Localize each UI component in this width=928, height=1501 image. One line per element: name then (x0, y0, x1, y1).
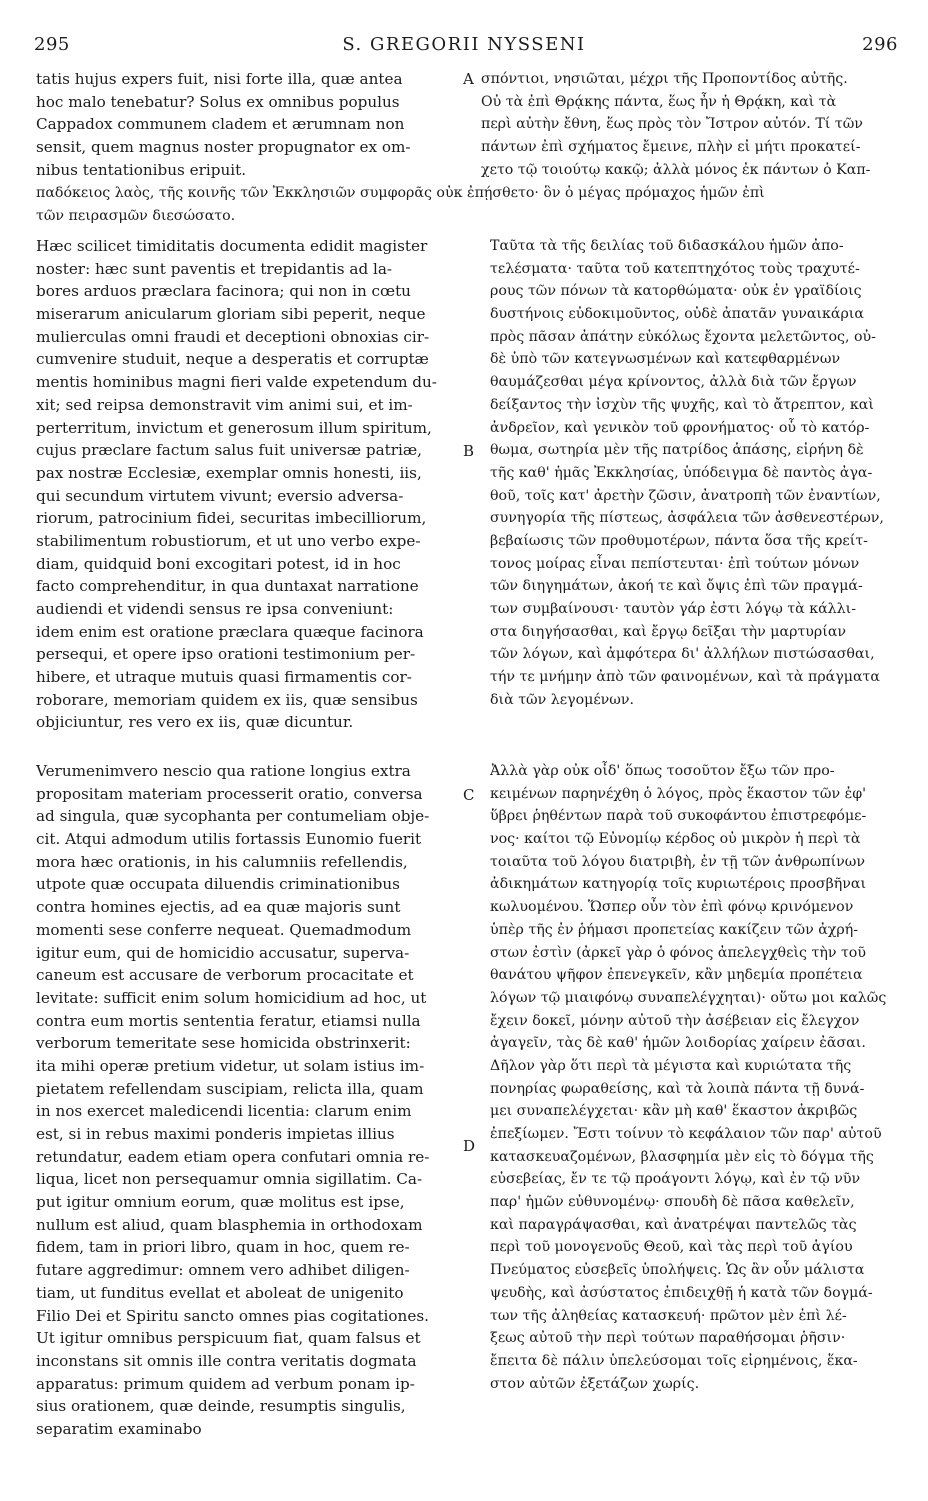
latin-column-bottom (36, 760, 429, 1441)
greek-text-line: τῶν λόγων, καὶ ἀμφότερα δι' ἀλλήλων πιστώσασθαι, (490, 646, 875, 663)
greek-text-line: θοῦ, τοῖς κατ' ἀρετὴν ζῶσιν, ἀνατροπὴ τῶν ἐναντίων, (490, 487, 881, 504)
latin-text-line: Filio Dei et Spiritu sancto omnes pias cogitationes. (36, 1306, 429, 1325)
latin-text-line: objiciuntur, res vero ex iis, quæ dicuntur. (36, 713, 354, 732)
greek-text-line: στον αὐτῶν ἐξετάζων χωρίς. (490, 1375, 700, 1392)
latin-text-line: in nos exercet maledicendi licentia: clarum enim (36, 1102, 412, 1121)
greek-text-line: κωλυομένου. Ὥσπερ οὖν τὸν ἐπὶ φόνῳ κρινόμενον (490, 899, 854, 916)
greek-text-line: των τῆς ἀληθείας κατασκευή· πρῶτον μὲν ἐπὶ λέ- (490, 1307, 847, 1324)
latin-text-line: roborare, memoriam quidem ex iis, quæ sensibus (36, 690, 418, 709)
greek-column-top (481, 68, 870, 181)
latin-text-line: tatis hujus expers fuit, nisi forte illa, quæ antea (36, 70, 403, 88)
greek-spanning-lines (36, 182, 765, 227)
greek-text-line: κατασκευαζομένων, βλασφημία μὲν εἰς τὸ δόγμα τῆς (490, 1148, 874, 1165)
latin-text-line: bores arduos præclara facinora; qui non in cœtu (36, 282, 411, 301)
greek-column-middle (490, 235, 884, 711)
latin-text-line: audiendi et videndi sensus re ipsa conveniunt: (36, 600, 394, 618)
greek-text-line: πάντων ἐπὶ σχήματος ἔμεινε, πλὴν εἰ μήτι προκατεί- (481, 139, 861, 156)
latin-text-line: xit; sed reipsa demonstravit vim animi sui, et im- (36, 395, 413, 414)
latin-text-line: verborum temeritate sese homicida obstrinxerit: (36, 1034, 411, 1053)
latin-text-line: idem enim est oratione præclara quæque facinora (36, 622, 424, 641)
greek-text-line: δείξαντος τὴν ἰσχὺν τῆς ψυχῆς, καὶ τὸ ἄτρεπτον, καὶ (490, 396, 874, 413)
latin-text-line: inconstans sit omnis ille contra veritatis dogmata (36, 1351, 417, 1370)
latin-text-line: noster: hæc sunt paventis et trepidantis ad la- (36, 259, 393, 278)
greek-text-line: καὶ παραγράψασθαι, καὶ ἀνατρέψαι παντελῶς τὰς (490, 1216, 857, 1233)
greek-text-line: Οὐ τὰ ἐπὶ Θρᾴκης πάντα, ἕως ἦν ἡ Θρᾴκη, καὶ τὰ (481, 93, 837, 110)
latin-text-line: est, si in rebus maximi ponderis impietas illius (36, 1125, 395, 1143)
latin-text-line: mentis hominibus magni fieri valde expetendum du- (36, 373, 437, 392)
latin-text-line: mora hæc orationis, in his calumniis refellendis, (36, 852, 408, 871)
latin-text-line: Verumenimvero nescio qua ratione longius extra (36, 762, 411, 780)
greek-text-line: Πνεύματος εὐσεβεῖς ὑπολήψεις. Ὡς ἂν οὖν μάλιστα (490, 1262, 865, 1279)
margin-marker-b: B (463, 442, 475, 460)
latin-text-line: liqua, licet non persequamur omnia sigillatim. Ca- (36, 1170, 423, 1189)
greek-text-line: ἔπειτα δὲ πάλιν ὑπελεύσομαι τοῖς εἰρημένοις, ἕκα- (490, 1352, 858, 1369)
latin-text-line: pax nostræ Ecclesiæ, exemplar omnis honesti, iis, (36, 463, 422, 482)
greek-text-line: τῶν πειρασμῶν διεσώσατο. (36, 207, 236, 224)
greek-text-line: περὶ αὐτὴν ἔθνη, ἕως πρὸς τὸν Ἴστρον αὐτόν. Τί τῶν (481, 116, 863, 133)
greek-text-line: μει συναπελέγχεται· κἂν μὴ καθ' ἕκαστον ἀκριβῶς (490, 1103, 858, 1120)
greek-text-line: στων ἐστὶν (ἀρκεῖ γὰρ ὁ φόνος ἀπελεγχθεὶς τὴν τοῦ (490, 944, 866, 961)
margin-marker-a: A (463, 70, 474, 88)
latin-text-line: Ut igitur omnibus perspicuum fiat, quam falsus et (36, 1329, 421, 1348)
greek-text-line: τοιαῦτα τοῦ λόγου διατριβὴ, ἐν τῇ τῶν ἀνθρωπίνων (490, 853, 865, 870)
greek-text-line: δὲ ὑπὸ τῶν κατεγνωσμένων καὶ κατεφθαρμένων (490, 351, 841, 368)
greek-text-line: θανάτου ψῆφον ἐπενεγκεῖν, κἂν μηδεμία προπέτεια (490, 967, 863, 984)
right-page-number: 296 (862, 34, 898, 55)
latin-text-line: sius orationem, quæ deinde, resumptis singulis, (36, 1397, 406, 1416)
latin-text-line: Cappadox communem cladem et ærumnam non (36, 115, 405, 134)
greek-text-line: χετο τῷ τοιούτῳ κακῷ; ἀλλὰ μόνος ἐκ πάντων ὁ Καπ- (481, 161, 871, 178)
greek-text-line: πρὸς πᾶσαν ἀπάτην εὐκόλως ἔχοντα μελετῶντος, οὐ- (490, 328, 876, 345)
greek-text-line: Δῆλον γὰρ ὅτι περὶ τὰ μέγιστα καὶ κυριώτατα τῆς (490, 1057, 852, 1074)
latin-text-line: sensit, quem magnus noster propugnator ex om- (36, 138, 411, 157)
greek-text-line: ἀγαγεῖν, τὰς δὲ καθ' ἡμῶν λοιδορίας χαίρειν ἐᾶσαι. (490, 1035, 866, 1052)
greek-text-line: ὑπὲρ τῆς ἐν ῥήμασι προπετείας κακίζειν τῶν ἀχρή- (490, 921, 859, 938)
latin-text-line: diam, quidquid boni excogitari potest, id in hoc (36, 554, 401, 573)
latin-text-line: ad singula, quæ sycophanta per contumeliam obje- (36, 807, 430, 826)
greek-text-line: ξεως αὐτοῦ τὴν περὶ τούτων παραθήσομαι ῥῆσιν· (490, 1330, 846, 1347)
greek-text-line: ἀνδρεῖον, καὶ γενικὸν τοῦ φρονήματος· οὗ τὸ κατόρ- (490, 419, 870, 436)
greek-text-line: στα διηγήσασθαι, καὶ ἔργῳ δεῖξαι τὴν μαρτυρίαν (490, 623, 847, 640)
latin-text-line: perterritum, invictum et generosum illum spiritum, (36, 418, 432, 437)
latin-text-line: apparatus: primum quidem ad verbum ponam ip- (36, 1374, 415, 1393)
latin-text-line: retundatur, eadem etiam opera confutari omnia re- (36, 1147, 430, 1166)
latin-text-line: utpote quæ occupata diluendis criminationibus (36, 875, 400, 894)
latin-column-middle (36, 235, 437, 734)
greek-text-line: λόγων τῷ μιαιφόνῳ συναπελέγχηται)· οὕτω μοι καλῶς (490, 989, 887, 1006)
latin-text-line: qui secundum virtutem vivunt; eversio adversa- (36, 486, 404, 505)
latin-text-line: separatim examinabo (36, 1419, 202, 1438)
latin-text-line: put igitur omnium eorum, quæ molitus est ipse, (36, 1193, 405, 1212)
greek-text-line: τελέσματα· ταῦτα τοῦ κατεπτηχότος τοὺς τραχυτέ- (490, 260, 860, 277)
left-page-number: 295 (34, 34, 70, 55)
greek-text-line: ρους τῶν πόνων τὰ κατορθώματα· οὐκ ἐν γραϊδίοις (490, 283, 862, 300)
greek-text-line: πονηρίας φωραθείσης, καὶ τὰ λοιπὰ πάντα τῇ δυνά- (490, 1080, 865, 1097)
greek-text-line: βεβαίωσις τῶν προθυμοτέρων, πάντα ὅσα τῆς κρείτ- (490, 532, 868, 549)
latin-text-line: nullum est aliud, quam blasphemia in orthodoxam (36, 1215, 423, 1234)
latin-text-line: pietatem refellendam suscipiam, relicta illa, quam (36, 1079, 424, 1098)
greek-text-line: ὕβρει ῥηθέντων παρὰ τοῦ συκοφάντου ἐπιστρεφόμε- (490, 808, 867, 825)
greek-text-line: Ταῦτα τὰ τῆς δειλίας τοῦ διδασκάλου ἡμῶν ἀπο- (490, 238, 844, 254)
latin-text-line: hoc malo tenebatur? Solus ex omnibus populus (36, 92, 400, 111)
latin-text-line: ita mihi operæ pretium videtur, ut solam istius im- (36, 1056, 425, 1075)
margin-marker-d: D (463, 1137, 476, 1155)
latin-text-line: Hæc scilicet timiditatis documenta edidit magister (36, 237, 428, 255)
greek-text-line: θαυμάζεσθαι μέγα κρίνοντος, ἀλλὰ διὰ τῶν ἔργων (490, 374, 857, 391)
latin-text-line: levitate: sufficit enim solum homicidium ad hoc, ut (36, 988, 427, 1007)
greek-text-line: σπόντιοι, νησιῶται, μέχρι τῆς Προποντίδος αὐτῆς. (481, 71, 848, 87)
greek-column-bottom (490, 760, 886, 1395)
latin-text-line: miserarum anicularum gloriam sibi peperit, neque (36, 305, 426, 324)
greek-text-line: παδόκειος λαὸς, τῆς κοινῆς τῶν Ἐκκλησιῶν συμφορᾶς οὐκ ἐπῄσθετο· ὃν ὁ μέγας πρόμαχος ἡμῶν ἐπὶ (36, 185, 765, 201)
greek-text-line: εὐσεβείας, ἔν τε τῷ προάγοντι λόγῳ, καὶ ἐν τῷ νῦν (490, 1171, 861, 1188)
margin-marker-c: C (463, 786, 475, 804)
greek-text-line: παρ' ἡμῶν εὐθυνομένῳ· σπουδὴ δὲ πᾶσα καθελεῖν, (490, 1194, 855, 1211)
running-title: S. GREGORII NYSSENI (342, 34, 586, 55)
latin-text-line: cumvenire studuit, neque a desperatis et corruptæ (36, 350, 429, 369)
latin-text-line: cujus præclare factum salus fuit universæ patriæ, (36, 441, 422, 460)
greek-text-line: δυστήνοις εὐδοκιμοῦντος, οὐδὲ ἀπατᾶν γυναικάρια (490, 306, 864, 323)
greek-text-line: ἐπεξίωμεν. Ἔστι τοίνυν τὸ κεφάλαιον τῶν παρ' αὐτοῦ (490, 1126, 882, 1142)
latin-text-line: momenti sese conferre nequeat. Quemadmodum (36, 920, 412, 939)
greek-text-line: κειμένων παρηνέχθη ὁ λόγος, πρὸς ἕκαστον τῶν ἐφ' (490, 785, 867, 802)
greek-text-line: τήν τε μνήμην ἀπὸ τῶν φαινομένων, καὶ τὰ πράγματα (490, 669, 880, 686)
latin-text-line: stabilimentum robustiorum, et ut uno verbo expe- (36, 531, 421, 550)
latin-text-line: nibus tentationibus eripuit. (36, 160, 247, 179)
greek-text-line: συνηγορία τῆς πίστεως, ἀσφάλεια τῶν ἀσθενεστέρων, (490, 510, 884, 527)
latin-text-line: cit. Atqui admodum utilis fortassis Eunomio fuerit (36, 830, 422, 849)
latin-text-line: contra eum mortis sententia feratur, etiamsi nulla (36, 1011, 421, 1030)
greek-text-line: διὰ τῶν λεγομένων. (490, 691, 635, 708)
latin-text-line: propositam materiam processerit oratio, conversa (36, 784, 423, 803)
greek-text-line: θωμα, σωτηρία μὲν τῆς πατρίδος ἁπάσης, εἰρήνη δὲ (490, 442, 864, 459)
latin-text-line: riorum, patrocinium fidei, securitas imbecilliorum, (36, 509, 427, 528)
latin-text-line: tiam, ut funditus evellat et aboleat de unigenito (36, 1283, 404, 1302)
latin-text-line: hibere, et utraque mutuis quasi firmamentis cor- (36, 668, 412, 687)
greek-text-line: περὶ τοῦ μονογενοῦς Θεοῦ, καὶ τὰς περὶ τοῦ ἁγίου (490, 1239, 853, 1256)
greek-text-line: τῆς καθ' ἡμᾶς Ἐκκλησίας, ὑπόδειγμα δὲ παντὸς ἀγα- (490, 464, 873, 481)
greek-text-line: των συμβαίνουσι· ταυτὸν γάρ ἐστι λόγῳ τὰ κάλλι- (490, 601, 857, 617)
latin-text-line: fidem, tam in priori libro, quam in hoc, quem re- (36, 1238, 410, 1257)
latin-text-line: caneum est accusare de verborum procacitate et (36, 966, 414, 985)
greek-text-line: ψευδὴς, καὶ ἀσύστατος ἐπιδειχθῇ ἡ κατὰ τῶν δογμά- (490, 1284, 873, 1301)
greek-text-line: Ἀλλὰ γὰρ οὐκ οἶδ' ὅπως τοσοῦτον ἔξω τῶν προ- (490, 763, 835, 779)
greek-text-line: ἔχειν δοκεῖ, μόνην αὐτοῦ τὴν ἀσέβειαν εἰς ἔλεγχον (490, 1012, 860, 1029)
greek-text-line: νος· καίτοι τῷ Εὐνομίῳ κέρδος οὐ μικρὸν ἡ περὶ τὰ (490, 831, 861, 848)
latin-text-line: mulierculas omni fraudi et deceptioni obnoxias cir- (36, 327, 430, 346)
greek-text-line: τῶν διηγημάτων, ἀκοή τε καὶ ὄψις ἐπὶ τῶν πραγμά- (490, 578, 863, 595)
latin-text-line: persequi, et opere ipso orationi testimonium per- (36, 645, 416, 664)
latin-text-line: facto comprehenditur, in qua duntaxat narratione (36, 577, 419, 596)
latin-text-line: igitur eum, qui de homicidio accusatur, superva- (36, 943, 410, 962)
latin-text-line: contra homines ejectis, ad ea quæ majoris sunt (36, 898, 401, 917)
latin-column-top (36, 68, 411, 181)
greek-text-line: τονος μοίρας εἶναι πεπίστευται· ἐπὶ τούτων μόνων (490, 555, 860, 572)
greek-text-line: ἀδικημάτων κατηγορίᾳ τοῖς κυριωτέροις προσβῆναι (490, 876, 867, 893)
latin-text-line: futare aggredimur: omnem vero adhibet diligen- (36, 1261, 410, 1280)
